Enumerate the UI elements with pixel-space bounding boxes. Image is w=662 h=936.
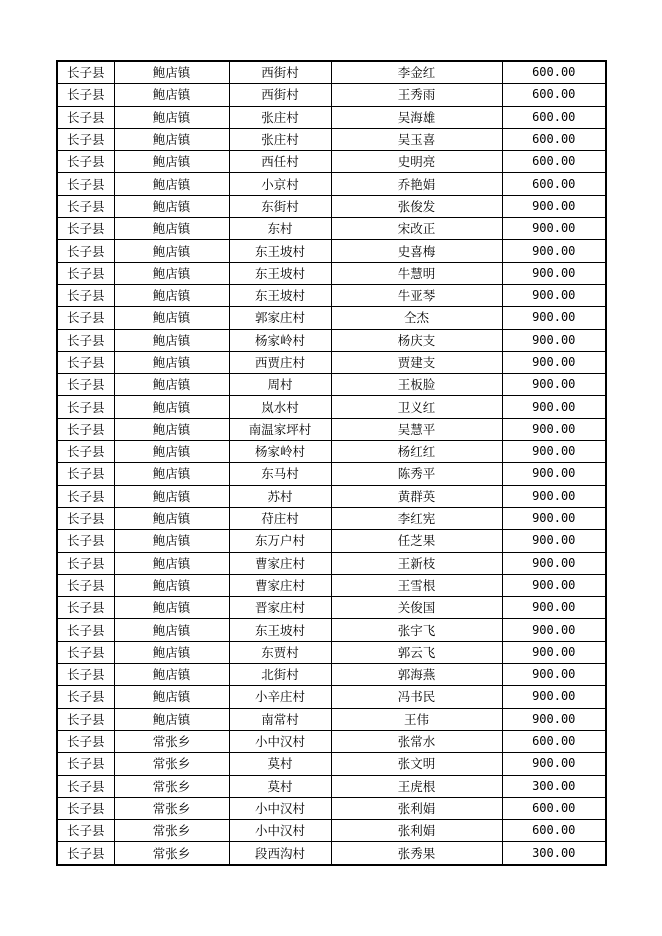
county-cell: 长子县: [57, 396, 114, 418]
county-cell: 长子县: [57, 173, 114, 195]
town-cell: 鲍店镇: [114, 262, 229, 284]
county-cell: 长子县: [57, 195, 114, 217]
table-row: [57, 775, 606, 797]
village-cell: 小京村: [229, 173, 331, 195]
county-cell: 长子县: [57, 552, 114, 574]
town-cell: 常张乡: [114, 753, 229, 775]
amount-cell: 900.00: [502, 441, 606, 463]
county-cell: 长子县: [57, 753, 114, 775]
amount-cell: 900.00: [502, 418, 606, 440]
county-cell: 长子县: [57, 775, 114, 797]
name-cell: 卫义红: [331, 396, 502, 418]
name-cell: 宋改正: [331, 218, 502, 240]
town-cell: 常张乡: [114, 730, 229, 752]
name-cell: 牛慧明: [331, 262, 502, 284]
town-cell: 鲍店镇: [114, 128, 229, 150]
table-row: [57, 396, 606, 418]
town-cell: 鲍店镇: [114, 574, 229, 596]
table-row: [57, 61, 606, 84]
village-cell: 西任村: [229, 151, 331, 173]
county-cell: 长子县: [57, 351, 114, 373]
name-cell: 张常水: [331, 730, 502, 752]
village-cell: 苻庄村: [229, 507, 331, 529]
amount-cell: 900.00: [502, 374, 606, 396]
table-row: [57, 664, 606, 686]
town-cell: 鲍店镇: [114, 530, 229, 552]
town-cell: 鲍店镇: [114, 151, 229, 173]
county-cell: 长子县: [57, 84, 114, 106]
village-cell: 莫村: [229, 753, 331, 775]
table-row: [57, 329, 606, 351]
town-cell: 鲍店镇: [114, 463, 229, 485]
village-cell: 南温家坪村: [229, 418, 331, 440]
table-row: [57, 441, 606, 463]
town-cell: 鲍店镇: [114, 195, 229, 217]
amount-cell: 600.00: [502, 128, 606, 150]
amount-cell: 300.00: [502, 842, 606, 865]
table-row: [57, 507, 606, 529]
table-row: [57, 797, 606, 819]
amount-cell: 600.00: [502, 106, 606, 128]
amount-cell: 900.00: [502, 284, 606, 306]
table-row: [57, 842, 606, 865]
amount-cell: 900.00: [502, 686, 606, 708]
amount-cell: 900.00: [502, 485, 606, 507]
amount-cell: 900.00: [502, 307, 606, 329]
town-cell: 鲍店镇: [114, 664, 229, 686]
town-cell: 常张乡: [114, 842, 229, 865]
amount-cell: 600.00: [502, 820, 606, 842]
amount-cell: 900.00: [502, 664, 606, 686]
village-cell: 张庄村: [229, 106, 331, 128]
town-cell: 鲍店镇: [114, 173, 229, 195]
town-cell: 鲍店镇: [114, 552, 229, 574]
county-cell: 长子县: [57, 664, 114, 686]
table-row: [57, 552, 606, 574]
county-cell: 长子县: [57, 151, 114, 173]
amount-cell: 900.00: [502, 262, 606, 284]
town-cell: 鲍店镇: [114, 441, 229, 463]
table-row: [57, 284, 606, 306]
amount-cell: 900.00: [502, 641, 606, 663]
name-cell: 张文明: [331, 753, 502, 775]
county-cell: 长子县: [57, 797, 114, 819]
county-cell: 长子县: [57, 597, 114, 619]
village-cell: 张庄村: [229, 128, 331, 150]
village-cell: 周村: [229, 374, 331, 396]
county-cell: 长子县: [57, 262, 114, 284]
county-cell: 长子县: [57, 530, 114, 552]
county-cell: 长子县: [57, 441, 114, 463]
amount-cell: 900.00: [502, 218, 606, 240]
town-cell: 鲍店镇: [114, 284, 229, 306]
table-body: [57, 61, 606, 865]
table-row: [57, 641, 606, 663]
amount-cell: 600.00: [502, 797, 606, 819]
village-cell: 小中汉村: [229, 797, 331, 819]
village-cell: 晋家庄村: [229, 597, 331, 619]
village-cell: 西贾庄村: [229, 351, 331, 373]
name-cell: 张宇飞: [331, 619, 502, 641]
village-cell: 东王坡村: [229, 619, 331, 641]
town-cell: 鲍店镇: [114, 708, 229, 730]
name-cell: 杨红红: [331, 441, 502, 463]
amount-cell: 900.00: [502, 329, 606, 351]
town-cell: 鲍店镇: [114, 507, 229, 529]
county-cell: 长子县: [57, 485, 114, 507]
table-row: [57, 730, 606, 752]
village-cell: 小辛庄村: [229, 686, 331, 708]
amount-cell: 900.00: [502, 708, 606, 730]
county-cell: 长子县: [57, 730, 114, 752]
county-cell: 长子县: [57, 507, 114, 529]
amount-cell: 900.00: [502, 351, 606, 373]
village-cell: 西街村: [229, 61, 331, 84]
name-cell: 王伟: [331, 708, 502, 730]
table-row: [57, 218, 606, 240]
table-row: [57, 84, 606, 106]
county-cell: 长子县: [57, 641, 114, 663]
village-cell: 西街村: [229, 84, 331, 106]
name-cell: 任芝果: [331, 530, 502, 552]
name-cell: 王雪根: [331, 574, 502, 596]
county-cell: 长子县: [57, 708, 114, 730]
table-row: [57, 374, 606, 396]
name-cell: 郭海燕: [331, 664, 502, 686]
name-cell: 李金红: [331, 61, 502, 84]
name-cell: 吴慧平: [331, 418, 502, 440]
table-row: [57, 307, 606, 329]
name-cell: 史明亮: [331, 151, 502, 173]
name-cell: 张秀果: [331, 842, 502, 865]
county-cell: 长子县: [57, 619, 114, 641]
village-cell: 东王坡村: [229, 284, 331, 306]
table-row: [57, 820, 606, 842]
name-cell: 吴玉喜: [331, 128, 502, 150]
village-cell: 东马村: [229, 463, 331, 485]
table-row: [57, 485, 606, 507]
county-cell: 长子县: [57, 574, 114, 596]
data-table: [56, 60, 607, 866]
town-cell: 鲍店镇: [114, 351, 229, 373]
village-cell: 苏村: [229, 485, 331, 507]
town-cell: 鲍店镇: [114, 686, 229, 708]
table-row: [57, 463, 606, 485]
town-cell: 鲍店镇: [114, 418, 229, 440]
county-cell: 长子县: [57, 128, 114, 150]
town-cell: 常张乡: [114, 775, 229, 797]
amount-cell: 600.00: [502, 61, 606, 84]
county-cell: 长子县: [57, 842, 114, 865]
table-row: [57, 195, 606, 217]
town-cell: 鲍店镇: [114, 106, 229, 128]
village-cell: 北街村: [229, 664, 331, 686]
town-cell: 鲍店镇: [114, 218, 229, 240]
name-cell: 杨庆支: [331, 329, 502, 351]
town-cell: 常张乡: [114, 820, 229, 842]
amount-cell: 900.00: [502, 240, 606, 262]
name-cell: 王板脸: [331, 374, 502, 396]
amount-cell: 900.00: [502, 753, 606, 775]
amount-cell: 600.00: [502, 730, 606, 752]
county-cell: 长子县: [57, 240, 114, 262]
county-cell: 长子县: [57, 463, 114, 485]
table-row: [57, 753, 606, 775]
town-cell: 常张乡: [114, 797, 229, 819]
amount-cell: 900.00: [502, 396, 606, 418]
name-cell: 王新枝: [331, 552, 502, 574]
town-cell: 鲍店镇: [114, 619, 229, 641]
table-row: [57, 708, 606, 730]
name-cell: 史喜梅: [331, 240, 502, 262]
amount-cell: 300.00: [502, 775, 606, 797]
table-row: [57, 686, 606, 708]
village-cell: 杨家岭村: [229, 329, 331, 351]
village-cell: 莫村: [229, 775, 331, 797]
village-cell: 东王坡村: [229, 240, 331, 262]
county-cell: 长子县: [57, 329, 114, 351]
table-row: [57, 262, 606, 284]
town-cell: 鲍店镇: [114, 307, 229, 329]
amount-cell: 900.00: [502, 597, 606, 619]
amount-cell: 600.00: [502, 173, 606, 195]
village-cell: 曹家庄村: [229, 574, 331, 596]
town-cell: 鲍店镇: [114, 61, 229, 84]
town-cell: 鲍店镇: [114, 329, 229, 351]
name-cell: 张利娟: [331, 797, 502, 819]
table-row: [57, 574, 606, 596]
town-cell: 鲍店镇: [114, 84, 229, 106]
table-row: [57, 240, 606, 262]
amount-cell: 900.00: [502, 552, 606, 574]
village-cell: 小中汉村: [229, 820, 331, 842]
name-cell: 陈秀平: [331, 463, 502, 485]
village-cell: 南常村: [229, 708, 331, 730]
name-cell: 郭云飞: [331, 641, 502, 663]
town-cell: 鲍店镇: [114, 374, 229, 396]
village-cell: 杨家岭村: [229, 441, 331, 463]
village-cell: 东街村: [229, 195, 331, 217]
county-cell: 长子县: [57, 418, 114, 440]
name-cell: 张利娟: [331, 820, 502, 842]
village-cell: 段西沟村: [229, 842, 331, 865]
name-cell: 王虎根: [331, 775, 502, 797]
town-cell: 鲍店镇: [114, 240, 229, 262]
amount-cell: 600.00: [502, 151, 606, 173]
county-cell: 长子县: [57, 218, 114, 240]
table-row: [57, 597, 606, 619]
name-cell: 黄群英: [331, 485, 502, 507]
table-row: [57, 418, 606, 440]
village-cell: 东王坡村: [229, 262, 331, 284]
table-row: [57, 530, 606, 552]
county-cell: 长子县: [57, 106, 114, 128]
name-cell: 仝杰: [331, 307, 502, 329]
county-cell: 长子县: [57, 374, 114, 396]
table-row: [57, 106, 606, 128]
town-cell: 鲍店镇: [114, 396, 229, 418]
name-cell: 乔艳娟: [331, 173, 502, 195]
name-cell: 关俊国: [331, 597, 502, 619]
name-cell: 贾建支: [331, 351, 502, 373]
county-cell: 长子县: [57, 686, 114, 708]
village-cell: 东贾村: [229, 641, 331, 663]
amount-cell: 900.00: [502, 574, 606, 596]
county-cell: 长子县: [57, 307, 114, 329]
amount-cell: 900.00: [502, 507, 606, 529]
table-row: [57, 619, 606, 641]
table-row: [57, 173, 606, 195]
county-cell: 长子县: [57, 820, 114, 842]
amount-cell: 900.00: [502, 530, 606, 552]
table-row: [57, 128, 606, 150]
table-row: [57, 151, 606, 173]
name-cell: 牛亚琴: [331, 284, 502, 306]
table-row: [57, 351, 606, 373]
village-cell: 岚水村: [229, 396, 331, 418]
village-cell: 曹家庄村: [229, 552, 331, 574]
amount-cell: 600.00: [502, 84, 606, 106]
town-cell: 鲍店镇: [114, 597, 229, 619]
name-cell: 李红宪: [331, 507, 502, 529]
county-cell: 长子县: [57, 284, 114, 306]
name-cell: 吴海雄: [331, 106, 502, 128]
name-cell: 王秀雨: [331, 84, 502, 106]
town-cell: 鲍店镇: [114, 485, 229, 507]
village-cell: 东万户村: [229, 530, 331, 552]
amount-cell: 900.00: [502, 619, 606, 641]
village-cell: 小中汉村: [229, 730, 331, 752]
name-cell: 张俊发: [331, 195, 502, 217]
town-cell: 鲍店镇: [114, 641, 229, 663]
name-cell: 冯书民: [331, 686, 502, 708]
county-cell: 长子县: [57, 61, 114, 84]
village-cell: 东村: [229, 218, 331, 240]
amount-cell: 900.00: [502, 463, 606, 485]
amount-cell: 900.00: [502, 195, 606, 217]
village-cell: 郭家庄村: [229, 307, 331, 329]
